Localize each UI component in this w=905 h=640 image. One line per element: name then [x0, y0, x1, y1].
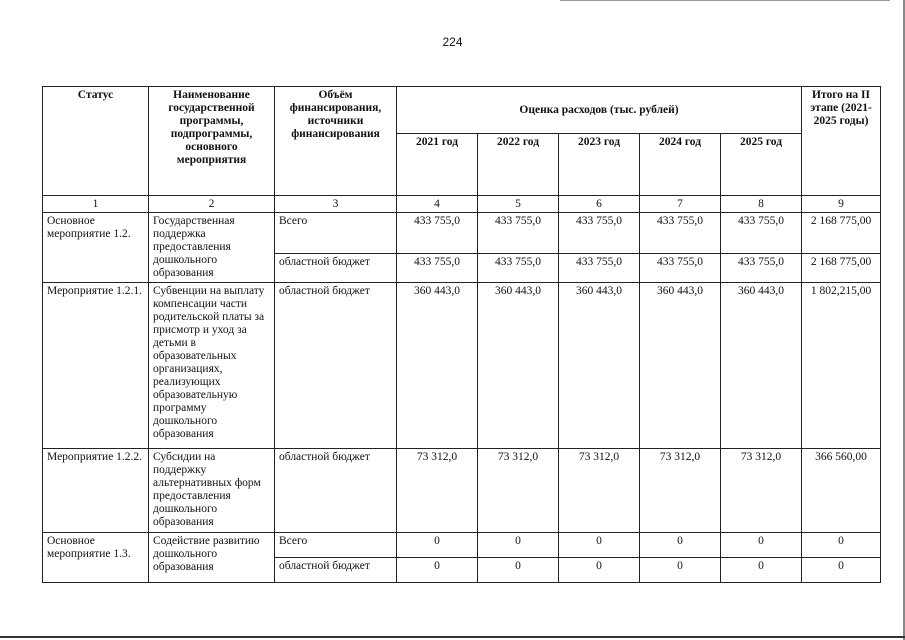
table-row [43, 449, 881, 533]
value-2023: 0 [559, 558, 640, 583]
value-2025: 0 [721, 558, 802, 583]
value-2023: 0 [559, 533, 640, 558]
table-row [43, 213, 881, 254]
value-2022: 433 755,0 [478, 213, 559, 254]
value-2022: 73 312,0 [478, 449, 559, 533]
header-funding: Объём финансирования, источники финансирования [275, 87, 397, 196]
column-number: 7 [640, 196, 721, 213]
value-total: 0 [802, 558, 881, 583]
row-status: Мероприятие 1.2.2. [43, 449, 149, 533]
row-status: Мероприятие 1.2.1. [43, 283, 149, 449]
row-source: Всего [275, 533, 397, 558]
value-2025: 360 443,0 [721, 283, 802, 449]
column-number: 9 [802, 196, 881, 213]
value-2022: 0 [478, 558, 559, 583]
header-year-2021: 2021 год [397, 134, 478, 196]
value-2021: 433 755,0 [397, 253, 478, 282]
header-year-2023: 2023 год [559, 134, 640, 196]
row-source: Всего [275, 213, 397, 254]
value-2021: 0 [397, 533, 478, 558]
value-2024: 73 312,0 [640, 449, 721, 533]
column-number: 5 [478, 196, 559, 213]
column-number: 2 [149, 196, 275, 213]
value-2022: 0 [478, 533, 559, 558]
header-year-2024: 2024 год [640, 134, 721, 196]
value-2021: 433 755,0 [397, 213, 478, 254]
column-number-row [43, 196, 881, 213]
column-number: 4 [397, 196, 478, 213]
row-status: Основное мероприятие 1.2. [43, 213, 149, 283]
value-2024: 0 [640, 533, 721, 558]
row-name: Государственная поддержка предоставления дошкольного образования [149, 213, 275, 283]
row-name: Содействие развитию дошкольного образования [149, 533, 275, 583]
page-number: 224 [442, 35, 463, 49]
value-total: 1 802,215,00 [802, 283, 881, 449]
scan-edge-top [560, 0, 890, 1]
row-source: областной бюджет [275, 449, 397, 533]
header-year-2022: 2022 год [478, 134, 559, 196]
value-total: 2 168 775,00 [802, 253, 881, 282]
row-source: областной бюджет [275, 558, 397, 583]
value-2023: 433 755,0 [559, 213, 640, 254]
value-2022: 433 755,0 [478, 253, 559, 282]
value-2025: 433 755,0 [721, 213, 802, 254]
table-row [43, 283, 881, 449]
value-2024: 433 755,0 [640, 253, 721, 282]
value-2021: 360 443,0 [397, 283, 478, 449]
table-row [43, 533, 881, 558]
header-year-2025: 2025 год [721, 134, 802, 196]
header-total: Итого на II этапе (2021-2025 годы) [802, 87, 881, 196]
row-source: областной бюджет [275, 283, 397, 449]
table-header [43, 87, 881, 213]
value-2024: 433 755,0 [640, 213, 721, 254]
row-status: Основное мероприятие 1.3. [43, 533, 149, 583]
header-name: Наименование государственной программы, подпрограммы, основного мероприятия [149, 87, 275, 196]
column-number: 8 [721, 196, 802, 213]
value-2021: 0 [397, 558, 478, 583]
row-source: областной бюджет [275, 253, 397, 282]
value-total: 0 [802, 533, 881, 558]
scan-edge-bottom [0, 636, 905, 638]
column-number: 1 [43, 196, 149, 213]
value-total: 366 560,00 [802, 449, 881, 533]
value-2025: 73 312,0 [721, 449, 802, 533]
header-status: Статус [43, 87, 149, 196]
value-2023: 433 755,0 [559, 253, 640, 282]
row-name: Субсидии на поддержку альтернативных форм предоставления дошкольного образования [149, 449, 275, 533]
value-2022: 360 443,0 [478, 283, 559, 449]
value-total: 2 168 775,00 [802, 213, 881, 254]
column-number: 6 [559, 196, 640, 213]
row-name: Субвенции на выплату компенсации части родительской платы за присмотр и уход за детьми в образовательных организациях, реализующих образовательную программу дошкольного образования [149, 283, 275, 449]
value-2025: 0 [721, 533, 802, 558]
column-number: 3 [275, 196, 397, 213]
budget-table [42, 86, 881, 583]
table-body [43, 213, 881, 583]
value-2023: 73 312,0 [559, 449, 640, 533]
value-2025: 433 755,0 [721, 253, 802, 282]
value-2024: 360 443,0 [640, 283, 721, 449]
value-2021: 73 312,0 [397, 449, 478, 533]
value-2024: 0 [640, 558, 721, 583]
header-estimate: Оценка расходов (тыс. рублей) [397, 87, 802, 134]
value-2023: 360 443,0 [559, 283, 640, 449]
